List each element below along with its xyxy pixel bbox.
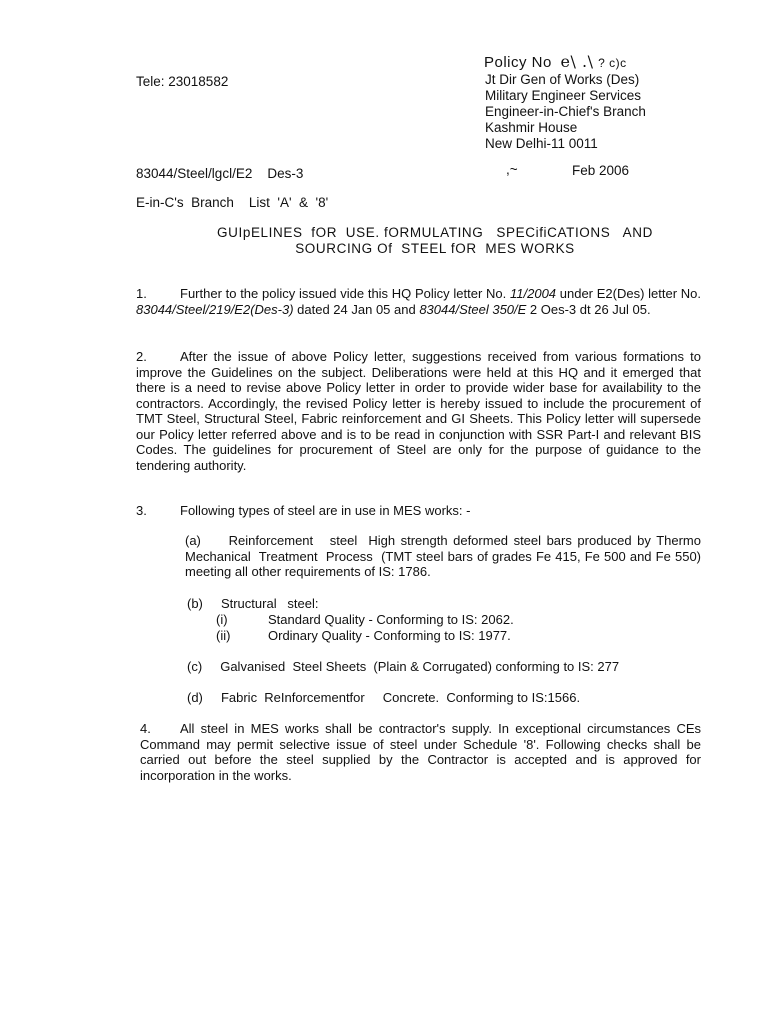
telephone: Tele: 23018582 [136,74,229,89]
paragraph-2 [136,349,701,473]
paragraph-number: 4. [140,721,151,736]
policy-number [484,54,627,72]
paragraph-text: 2 Oes-3 dt 26 Jul 05. [526,301,651,317]
paragraph-text: All steel in MES works shall be contractor's supply. In exceptional circumstances CEs Command may permit selective issue of steel under Schedule '8'. Following checks shall be carried out before the steel supplied by the Contractor is accepted and is approved for incorporation in the works. [140,721,701,783]
address-line: Kashmir House [485,120,578,135]
paragraph-1 [136,286,701,317]
policy-no-suffix: ? c)c [598,56,627,70]
paragraph-text: After the issue of above Policy letter, suggestions received from various formations to improve the Guidelines on the subject. Deliberations were held at this HQ and it emerged that there is a need to revise above Policy letter in order to provide wider base for availability to the contractors. Accordingly, the revised Policy letter is hereby issued to include the procurement of TMT Steel, Structural Steel, Fabric reinforcement and GI Sheets. This Policy letter will supersede our Policy letter referred above and is to be read in conjunction with SSR Part-I and relevant BIS Codes. The guidelines for procurement of Steel are only for the purpose of guidance to the tendering authority. [136,349,701,473]
address-line: Military Engineer Services [485,88,642,103]
policy-no-value: e\ .\ [560,52,594,71]
address-line: New Delhi-11 0011 [485,136,598,151]
paragraph-text: dated 24 Jan 05 and [293,301,420,317]
paragraph-text: under E2(Des) letter No. [556,286,701,301]
item-b-ii-text: Ordinary Quality - Conforming to IS: 1977. [268,628,511,643]
reference-number: 83044/Steel/lgcl/E2 Des-3 [136,166,304,181]
item-b-i-text: Standard Quality - Conforming to IS: 2062. [268,612,514,627]
policy-reference: 83044/Steel 350/E [419,301,527,317]
paragraph-text: Further to the policy issued vide this HQ Policy letter No. [180,286,510,301]
item-a: (a) Reinforcement steel High strength deformed steel bars produced by Thermo Mechanical Treatment Process (TMT steel bars of grades Fe 415, Fe 500 and Fe 550) meeting all other requirements of IS: 1786. [185,533,709,579]
distribution-list: E-in-C's Branch List 'A' & '8' [136,195,329,210]
subject-line-2: SOURCING Of STEEL fOR MES WORKS [295,241,575,256]
item-c: (c) Galvanised Steel Sheets (Plain & Corrugated) conforming to IS: 277 [187,659,620,674]
address-line: Engineer-in-Chief's Branch [485,104,646,119]
paragraph-number: 3. [136,503,147,518]
item-b-label: (b) Structural steel: [187,596,319,611]
policy-reference: 11/2004 [510,286,557,301]
address-line: Jt Dir Gen of Works (Des) [485,72,640,87]
item-d: (d) Fabric ReInforcementfor Concrete. Conforming to IS:1566. [187,690,581,705]
paragraph-text: Following types of steel are in use in MES works: - [180,503,471,518]
sender-address [485,72,646,152]
letter-date: Feb 2006 [572,163,630,178]
subject-heading [185,225,685,257]
paragraph-3 [136,503,701,519]
policy-no-label: Policy No [484,54,552,71]
subject-line-1: GUIpELINES fOR USE. fORMULATING SPECifiCATIONS AND [217,225,653,240]
item-b-ii-number: (ii) [216,628,231,643]
item-b-i-number: (i) [216,612,228,627]
policy-reference: 83044/Steel/219/E2(Des-3) [136,301,294,317]
paragraph-number: 1. [136,286,147,301]
paragraph-number: 2. [136,349,147,364]
date-mark: ,~ [506,162,518,177]
paragraph-4 [140,721,701,783]
